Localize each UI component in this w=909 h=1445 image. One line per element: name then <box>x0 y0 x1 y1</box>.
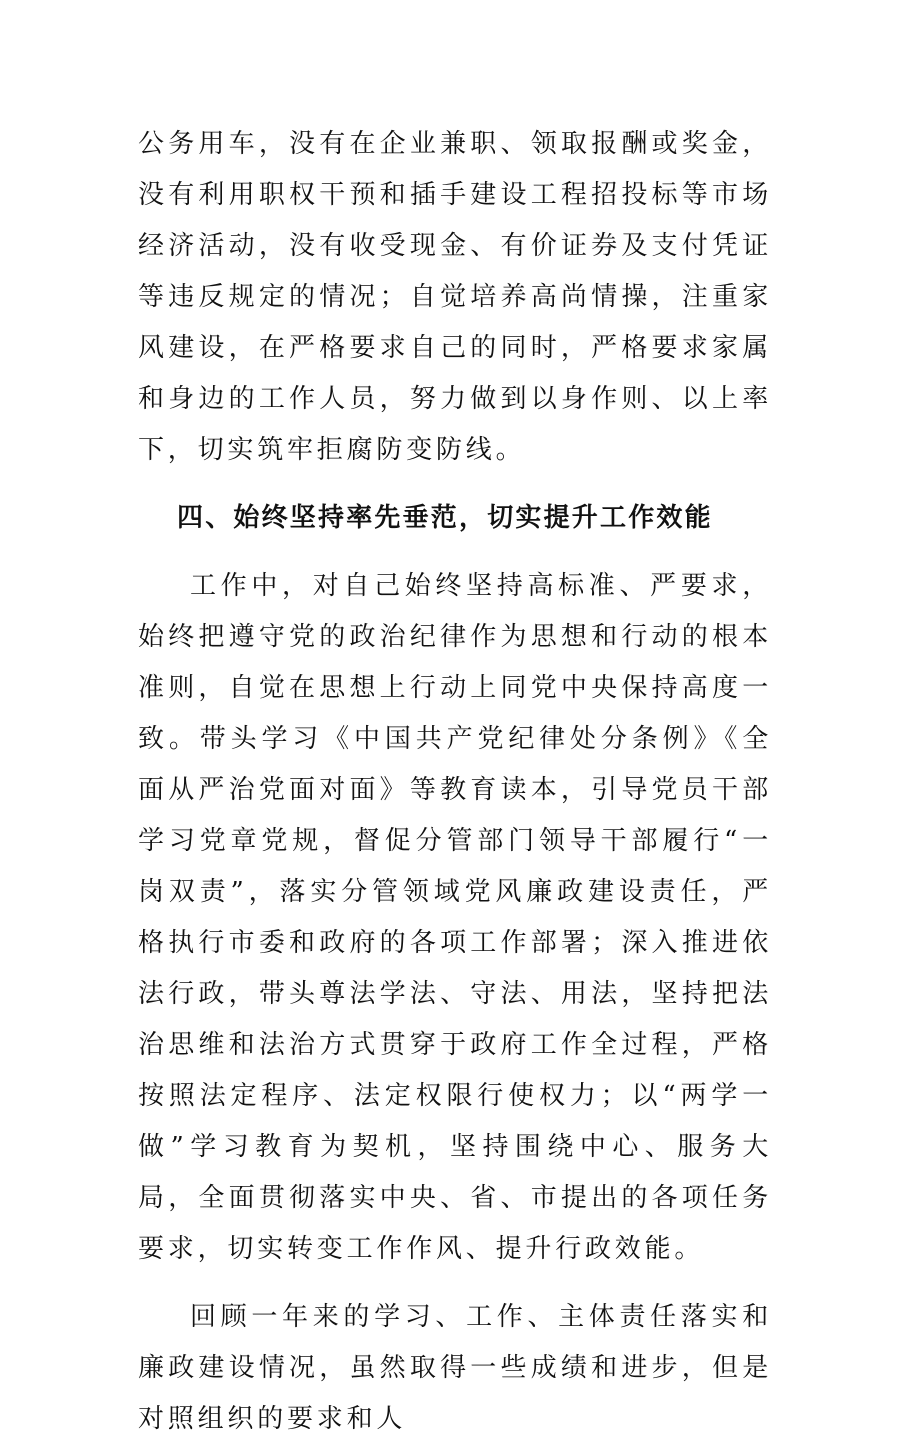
paragraph-work: 工作中，对自己始终坚持高标准、严要求，始终把遵守党的政治纪律作为思想和行动的根本准则，自觉在思想上行动上同党中央保持高度一致。带头学习《中国共产党纪律处分条例》《全面从严治党面对面》等教育读本，引导党员干部学习党章党规，督促分管部门领导干部履行“一岗双责”，落实分管领域党风廉政建设责任，严格执行市委和政府的各项工作部署；深入推进依法行政，带头尊法学法、守法、用法，坚持把法治思维和法治方式贯穿于政府工作全过程，严格按照法定程序、法定权限行使权力；以“两学一做”学习教育为契机，坚持围绕中心、服务大局，全面贯彻落实中央、省、市提出的各项任务要求，切实转变工作作风、提升行政效能。 <box>138 571 772 1264</box>
paragraph-continuation: 公务用车，没有在企业兼职、领取报酬或奖金，没有利用职权干预和插手建设工程招投标等市场经济活动，没有收受现金、有价证券及支付凭证等违反规定的情况；自觉培养高尚情操，注重家风建设，在严格要求自己的同时，严格要求家属和身边的工作人员，努力做到以身作则、以上率下，切实筑牢拒腐防变防线。 <box>138 129 772 465</box>
paragraph-review: 回顾一年来的学习、工作、主体责任落实和廉政建设情况，虽然取得一些成绩和进步，但是对照组织的要求和人 <box>138 1302 772 1434</box>
section-heading: 四、始终坚持率先垂范，切实提升工作效能 <box>177 503 713 533</box>
document-body <box>138 119 772 1445</box>
